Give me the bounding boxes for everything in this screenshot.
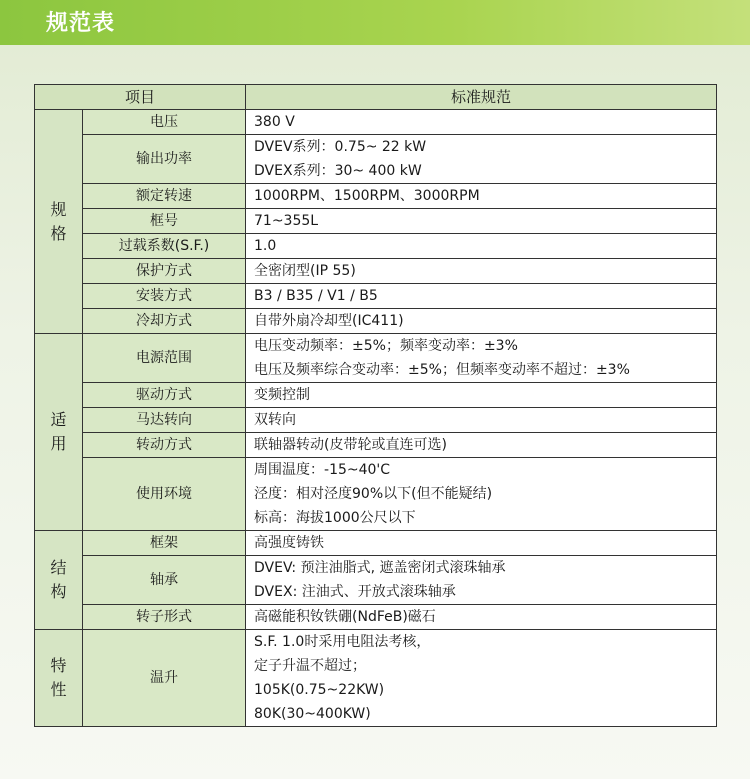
- value-line: 105K(0.75~22KW): [254, 682, 385, 698]
- value-cell: [246, 209, 717, 234]
- item-cell: 转子形式: [83, 605, 246, 630]
- item-cell: 使用环境: [83, 458, 246, 531]
- group-label: [35, 110, 83, 334]
- spec-table: [34, 84, 717, 727]
- item-cell: 电源范围: [83, 334, 246, 383]
- item-cell: 框架: [83, 531, 246, 556]
- table-row: [35, 334, 717, 383]
- value-cell: [246, 135, 717, 184]
- table-row: [35, 605, 717, 630]
- value-line: 1000RPM、1500RPM、3000RPM: [254, 188, 480, 204]
- value-line: 变频控制: [254, 387, 311, 403]
- table-row: [35, 433, 717, 458]
- value-cell: [246, 184, 717, 209]
- item-cell: 保护方式: [83, 259, 246, 284]
- value-cell: [246, 334, 717, 383]
- value-line: 71~355L: [254, 213, 319, 229]
- item-cell: 输出功率: [83, 135, 246, 184]
- table-row: [35, 259, 717, 284]
- table-header-row: [35, 85, 717, 110]
- header-bar: [0, 0, 750, 45]
- value-cell: [246, 284, 717, 309]
- table-row: [35, 531, 717, 556]
- value-line: DVEX系列：30~ 400 kW: [254, 163, 422, 179]
- table-row: [35, 408, 717, 433]
- group-label-char: 构: [50, 582, 67, 601]
- value-cell: [246, 309, 717, 334]
- value-line: 1.0: [254, 238, 277, 254]
- item-cell: 冷却方式: [83, 309, 246, 334]
- value-cell: [246, 110, 717, 135]
- value-line: 高磁能积钕铁硼(NdFeB)磁石: [254, 609, 436, 625]
- group-label-char: 适: [50, 410, 67, 429]
- header-item: 项目: [35, 85, 246, 110]
- table-row: [35, 383, 717, 408]
- table-row: [35, 309, 717, 334]
- value-line: 定子升温不超过；: [254, 658, 367, 674]
- group-label-char: 规: [50, 199, 67, 219]
- value-line: 电压变动频率：±5%；频率变动率：±3%: [254, 338, 518, 354]
- value-line: 电压及频率综合变动率：±5%；但频率变动率不超过：±3%: [254, 362, 630, 378]
- table-row: [35, 209, 717, 234]
- group-label: [35, 531, 83, 630]
- value-line: 80K(30~400KW): [254, 706, 371, 722]
- item-cell: 额定转速: [83, 184, 246, 209]
- value-line: 双转向: [254, 412, 297, 428]
- table-row: [35, 184, 717, 209]
- value-cell: [246, 556, 717, 605]
- value-cell: [246, 630, 717, 727]
- value-line: B3 / B35 / V1 / B5: [254, 288, 378, 304]
- value-cell: [246, 383, 717, 408]
- item-cell: 电压: [83, 110, 246, 135]
- page-title: 规范表: [46, 11, 116, 36]
- group-label-char: 结: [50, 558, 67, 577]
- value-cell: [246, 531, 717, 556]
- item-cell: 转动方式: [83, 433, 246, 458]
- group-label-char: 格: [50, 223, 67, 243]
- value-cell: [246, 259, 717, 284]
- table-row: [35, 234, 717, 259]
- item-cell: 驱动方式: [83, 383, 246, 408]
- item-cell: 安装方式: [83, 284, 246, 309]
- value-line: DVEV: 预注油脂式, 遮盖密闭式滚珠轴承: [254, 560, 506, 576]
- value-line: 标高：海拔1000公尺以下: [254, 510, 416, 526]
- value-line: S.F. 1.0时采用电阻法考核，: [254, 634, 431, 650]
- item-cell: 框号: [83, 209, 246, 234]
- value-cell: [246, 458, 717, 531]
- item-cell: 马达转向: [83, 408, 246, 433]
- value-line: 周围温度：-15~40'C: [254, 462, 391, 478]
- value-line: 自带外扇冷却型(IC411): [254, 313, 404, 329]
- group-label: [35, 630, 83, 727]
- value-line: 联轴器转动(皮带轮或直连可选): [254, 437, 447, 453]
- value-cell: [246, 605, 717, 630]
- value-line: 380 V: [254, 114, 295, 130]
- item-cell: 过载系数(S.F.): [83, 234, 246, 259]
- group-label: [35, 334, 83, 531]
- value-cell: [246, 433, 717, 458]
- item-cell: 温升: [83, 630, 246, 727]
- value-line: 泾度：相对泾度90%以下(但不能疑结): [254, 486, 493, 502]
- value-cell: [246, 408, 717, 433]
- group-label-char: 性: [50, 680, 67, 699]
- table-row: [35, 556, 717, 605]
- group-label-char: 特: [50, 656, 67, 675]
- table-row: [35, 135, 717, 184]
- value-line: 全密闭型(IP 55): [254, 263, 356, 279]
- value-cell: [246, 234, 717, 259]
- value-line: DVEX: 注油式、开放式滚珠轴承: [254, 584, 456, 600]
- group-label-char: 用: [50, 434, 67, 453]
- table-row: [35, 110, 717, 135]
- header-standard: 标准规范: [246, 85, 717, 110]
- table-row: [35, 630, 717, 727]
- value-line: 高强度铸铁: [254, 535, 325, 551]
- table-row: [35, 284, 717, 309]
- value-line: DVEV系列：0.75~ 22 kW: [254, 139, 427, 155]
- item-cell: 轴承: [83, 556, 246, 605]
- table-row: [35, 458, 717, 531]
